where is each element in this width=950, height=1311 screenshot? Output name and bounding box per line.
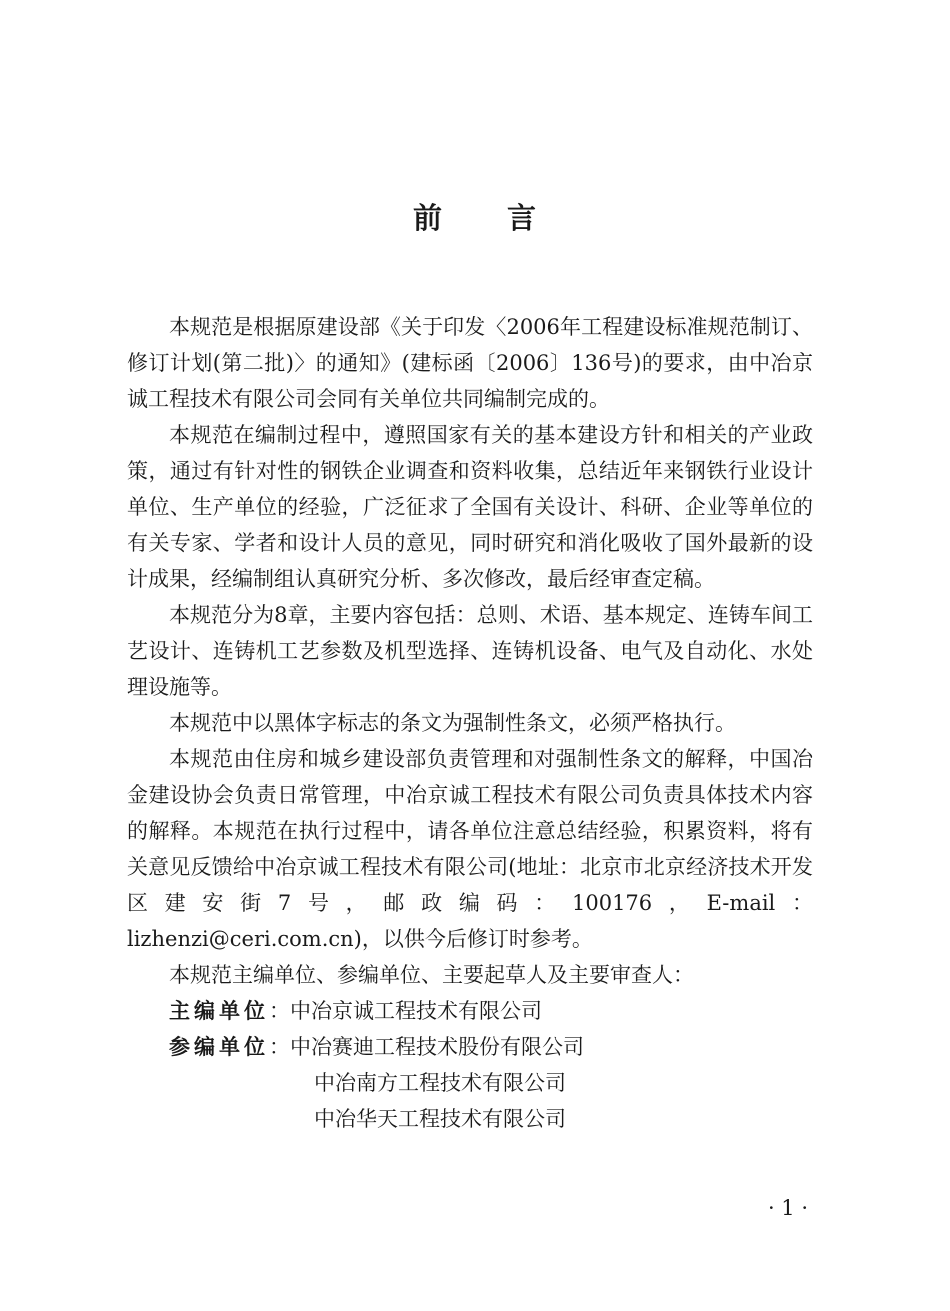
page-title bbox=[0, 196, 950, 237]
page-number: · 1 · bbox=[767, 1196, 808, 1220]
participating-unit-row bbox=[127, 1029, 813, 1065]
participating-unit-item: 中冶华天工程技术有限公司 bbox=[314, 1107, 566, 1131]
paragraph-process: 本规范在编制过程中，遵照国家有关的基本建设方针和相关的产业政策，通过有针对性的钢铁企业调查和资料收集，总结近年来钢铁行业设计单位、生产单位的经验，广泛征求了全国有关设计、科研、企业等单位的有关专家、学者和设计人员的意见，同时研究和消化吸收了国外最新的设计成果，经编制组认真研究分析、多次修改，最后经审查定稿。 bbox=[127, 423, 813, 591]
chief-unit-label: 主编单位 bbox=[169, 999, 269, 1023]
preface-body bbox=[127, 309, 813, 1137]
participating-unit-label: 参编单位 bbox=[169, 1035, 269, 1059]
paragraph-units-intro: 本规范主编单位、参编单位、主要起草人及主要审查人： bbox=[169, 963, 694, 987]
paragraph-contents: 本规范分为8章，主要内容包括：总则、术语、基本规定、连铸车间工艺设计、连铸机工艺参数及机型选择、连铸机设备、电气及自动化、水处理设施等。 bbox=[127, 603, 813, 699]
participating-unit-item: 中冶南方工程技术有限公司 bbox=[314, 1071, 566, 1095]
paragraph-management: 本规范由住房和城乡建设部负责管理和对强制性条文的解释，中国冶金建设协会负责日常管理，中冶京诚工程技术有限公司负责具体技术内容的解释。本规范在执行过程中，请各单位注意总结经验，积累资料，将有关意见反馈给中冶京诚工程技术有限公司(地址：北京市北京经济技术开发区建安街7号，邮政编码：100176，E-mail：lizhenzi@ceri.com.cn)，以供今后修订时参考。 bbox=[127, 747, 813, 951]
title-char-2: 言 bbox=[507, 201, 538, 235]
title-char-1: 前 bbox=[412, 201, 443, 235]
paragraph-origin: 本规范是根据原建设部《关于印发〈2006年工程建设标准规范制订、修订计划(第二批)〉的通知》(建标函〔2006〕136号)的要求，由中冶京诚工程技术有限公司会同有关单位共同编制完成的。 bbox=[127, 315, 813, 411]
paragraph-mandatory: 本规范中以黑体字标志的条文为强制性条文，必须严格执行。 bbox=[169, 711, 736, 735]
participating-unit-value: ：中冶赛迪工程技术股份有限公司 bbox=[269, 1035, 584, 1059]
chief-unit-value: ：中冶京诚工程技术有限公司 bbox=[269, 999, 542, 1023]
chief-unit-row bbox=[127, 993, 813, 1029]
